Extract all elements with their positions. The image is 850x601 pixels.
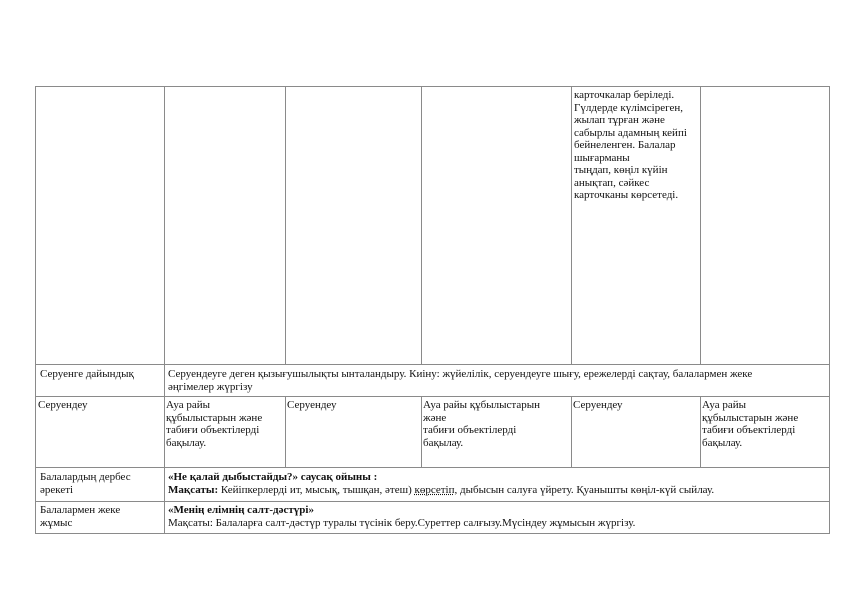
row3-cell-line: Ауа райы <box>702 399 747 411</box>
table-border-left <box>35 86 36 533</box>
row3-cell-6 <box>702 399 798 449</box>
row1-col5-line: сабырлы адамның кейпі <box>574 126 687 139</box>
row1-col5-line: карточканы көрсетеді. <box>574 189 679 201</box>
row1-col5-line: жылап тұрған және <box>574 114 665 126</box>
row2-text-line2: әңгімелер жүргізу <box>168 380 253 393</box>
row1-col5-text <box>574 89 687 202</box>
row3-cell-4 <box>423 399 540 449</box>
column-divider <box>421 86 422 364</box>
column-divider <box>421 396 422 467</box>
row4-goal-underlined: көрсетіп <box>414 483 455 496</box>
row3-cell-1 <box>38 399 88 412</box>
row1-col5-line: бейнеленген. Балалар <box>574 139 676 151</box>
table-row-divider <box>35 396 830 397</box>
row3-cell-line: құбылыстарын және <box>166 411 263 424</box>
row3-cell-3 <box>287 399 337 412</box>
table-row-divider <box>35 364 830 365</box>
row5-title: «Менің елімнің салт-дәстүрі» <box>168 504 314 516</box>
column-divider <box>285 396 286 467</box>
row3-cell-line: бақылау. <box>423 436 464 449</box>
row5-label-line1: Балалармен жеке <box>40 504 121 516</box>
row5-text: Мақсаты: Балаларға салт-дәстүр туралы түсінік беру.Суреттер салғызу.Мүсіндеу жұмысын жүргізу. <box>168 516 636 529</box>
row3-cell-line: табиғи объектілерді <box>702 424 796 436</box>
row3-cell-5 <box>573 399 623 412</box>
row4-label-line1: Балалардың дербес <box>40 471 131 483</box>
column-divider <box>700 396 701 467</box>
row5-label-line2: жұмыс <box>40 516 73 529</box>
table-border-bottom <box>35 533 830 534</box>
row3-cell-line: Ауа райы <box>166 399 211 411</box>
table-row-divider <box>35 501 830 502</box>
row3-cell-line: Ауа райы құбылыстарын <box>423 399 540 411</box>
column-divider <box>571 396 572 467</box>
row4-goal <box>168 484 714 497</box>
row1-col5-line: шығарманы <box>574 151 630 164</box>
row4-label-line2: әрекеті <box>40 483 74 496</box>
table-border-top <box>35 86 830 87</box>
row5-content <box>168 504 635 529</box>
row3-cell-line: Серуендеу <box>38 399 88 411</box>
row4-goal-label: Мақсаты: <box>168 483 219 496</box>
row4-content <box>168 471 714 496</box>
table-border-right <box>829 86 830 533</box>
row4-label <box>40 471 131 496</box>
row5-label <box>40 504 120 529</box>
table-row-divider <box>35 467 830 468</box>
row3-cell-2 <box>166 399 262 449</box>
row2-text-line1: Серуендеуге деген қызығушылықты ынталандыру. Киіну: жүйелілік, серуендеуге шығу, ережелерді сақтау, балалармен жеке <box>168 368 753 380</box>
row1-col5-line: карточкалар беріледі. <box>574 89 675 101</box>
row1-col5-line: анықтап, сәйкес <box>574 176 650 189</box>
row3-cell-line: табиғи объектілерді <box>166 424 260 436</box>
row3-cell-line: және <box>423 411 447 424</box>
column-divider <box>164 86 165 533</box>
column-divider <box>571 86 572 364</box>
row4-goal-text-b: , дыбысын салуға үйрету. Қуанышты көңіл-күй сыйлау. <box>454 483 715 496</box>
row4-goal-text-a: Кейіпкерлерді ит, мысық, тышқан, әтеш) <box>218 483 415 496</box>
column-divider <box>285 86 286 364</box>
row4-title: «Не қалай дыбыстайды?» саусақ ойыны : <box>168 471 378 483</box>
row3-cell-line: Серуендеу <box>287 399 337 411</box>
row3-cell-line: құбылыстарын және <box>702 411 799 424</box>
row3-cell-line: бақылау. <box>702 436 743 449</box>
row3-cell-line: бақылау. <box>166 436 207 449</box>
row2-text <box>168 368 752 393</box>
row1-col5-line: Гүлдерде күлімсіреген, <box>574 101 683 114</box>
row1-col5-line: тыңдап, көңіл күйін <box>574 164 668 176</box>
column-divider <box>700 86 701 364</box>
row2-label: Серуенге дайындық <box>40 368 134 380</box>
row3-cell-line: табиғи объектілерді <box>423 424 517 436</box>
row3-cell-line: Серуендеу <box>573 399 623 411</box>
